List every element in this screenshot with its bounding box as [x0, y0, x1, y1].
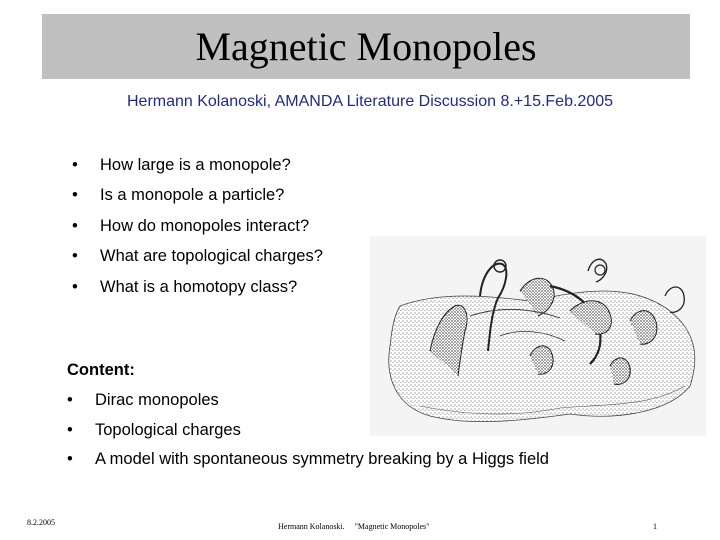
title-bar [42, 14, 690, 79]
bullet: • [67, 450, 73, 469]
list-item [67, 416, 549, 446]
question-text: What is a homotopy class? [100, 277, 298, 296]
list-item [72, 272, 323, 303]
question-text: How large is a monopole? [100, 155, 291, 174]
question-list [72, 150, 323, 303]
content-item-text: Topological charges [95, 420, 241, 439]
list-item [67, 386, 549, 416]
list-item [67, 445, 549, 475]
bullet: • [67, 391, 73, 410]
list-item [72, 211, 323, 242]
content-list [67, 386, 549, 475]
list-item [72, 242, 323, 273]
page-number: 1 [653, 522, 657, 531]
content-item-text: A model with spontaneous symmetry breaking by a Higgs field [95, 450, 549, 469]
slide-title: Magnetic Monopoles [195, 24, 537, 69]
bullet: • [72, 186, 78, 205]
list-item [72, 150, 323, 181]
content-item-text: Dirac monopoles [95, 391, 219, 410]
question-text: How do monopoles interact? [100, 216, 310, 235]
question-text: What are topological charges? [100, 247, 323, 266]
bullet: • [72, 216, 78, 235]
bullet: • [67, 420, 73, 439]
footer-author-title: Hermann Kolanoski. "Magnetic Monopoles" [278, 522, 430, 531]
content-heading: Content: [67, 361, 135, 379]
slide-subtitle: Hermann Kolanoski, AMANDA Literature Discussion 8.+15.Feb.2005 [126, 93, 614, 110]
list-item [72, 181, 323, 212]
bullet: • [72, 247, 78, 266]
bullet: • [72, 155, 78, 174]
footer-date: 8.2.2005 [27, 518, 55, 527]
question-text: Is a monopole a particle? [100, 186, 285, 205]
bullet: • [72, 277, 78, 296]
